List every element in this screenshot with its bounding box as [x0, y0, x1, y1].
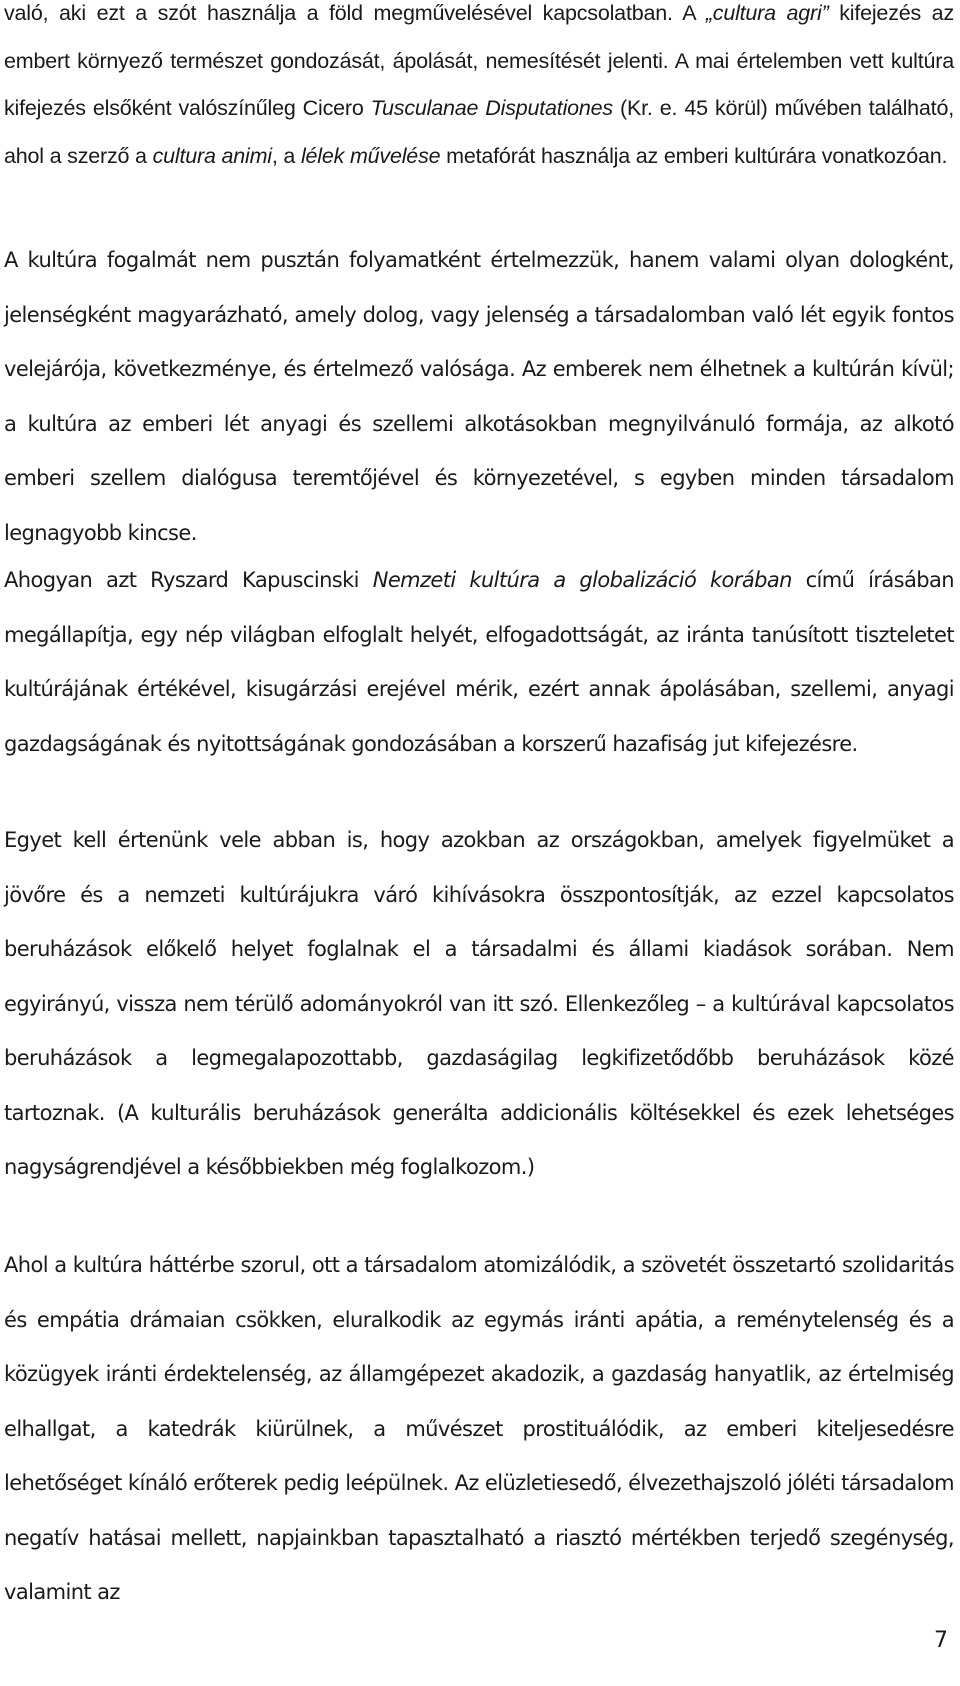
text-run: című írásában megállapítja, egy nép világban elfoglalt helyét, elfogadottságát, az iránta tanúsított tiszteletet kultúrájának értékével, kisugárzási erejével mérik, ezért annak ápolásában, szellemi, anyagi gazdagságának és nyitottságának gondozásában a korszerű hazafiság jut kifejezésre.	[4, 568, 954, 756]
paragraph-tarsadalom-atomizalodik: Ahol a kultúra háttérbe szorul, ott a társadalom atomizálódik, a szövetét összetartó szolidaritás és empátia drámaian csökken, eluralkodik az egymás iránti apátia, a reménytelenség és a közügyek iránti érdektelenség, az államgépezet akadozik, a gazdaság hanyatlik, az értelmiség elhallgat, a katedrák kiürülnek, a művészet prostituálódik, az emberi kiteljesedésre lehetőséget kínáló erőterek pedig leépülnek. Az elüzletiesedő, élvezethajszoló jóléti társadalom negatív hatásai mellett, napjainkban tapasztalható a riasztó mértékben terjedő szegénység, valamint az	[4, 1253, 954, 1604]
page-number: 7	[934, 1628, 948, 1653]
text-run: (Kr. e. 45 körül) művében található, ahol a szerző a	[4, 96, 954, 168]
italic-title-nemzeti-kultura: Nemzeti kultúra a globalizáció korában	[372, 568, 792, 592]
paragraph-cultura-agri	[4, 0, 954, 180]
italic-term-lelek-muvelese: lélek művelése	[300, 143, 441, 168]
text-run: , a	[271, 143, 301, 168]
text-run: kifejezés az embert környező természet gondozását, ápolását, nemesítését jelenti. A mai értelemben vett kultúra kifejezés elsőként valószínűleg Cicero	[4, 1, 954, 120]
italic-title-tusculanae: Tusculanae Disputationes	[370, 96, 613, 120]
text-run: való, aki ezt a szót használja a föld megművelésével kapcsolatban. A	[4, 1, 706, 25]
paragraph-beruhazasok: Egyet kell értenünk vele abban is, hogy azokban az országokban, amelyek figyelmüket a jövőre és a nemzeti kultúrájukra váró kihívásokra összpontosítják, az ezzel kapcsolatos beruházások előkelő helyet foglalnak el a társadalmi és állami kiadások sorában. Nem egyirányú, vissza nem térülő adományokról van itt szó. Ellenkezőleg – a kultúrával kapcsolatos beruházások a legmegalapozottabb, gazdaságilag legkifizetődőbb beruházások közé tartoznak. (A kulturális beruházások generálta addicionális költésekkel és ezek lehetséges nagyságrendjével a későbbiekben még foglalkozom.)	[4, 828, 954, 1179]
italic-term-cultura-agri: „cultura agri”	[705, 1, 829, 25]
paragraph-kultura-fogalma: A kultúra fogalmát nem pusztán folyamatként értelmezzük, hanem valami olyan dologként, jelenségként magyarázható, amely dolog, vagy jelenség a társadalomban való lét egyik fontos velejárója, következménye, és értelmező valósága. Az emberek nem élhetnek a kultúrán kívül; a kultúra az emberi lét anyagi és szellemi alkotásokban megnyilvánuló formája, az alkotó emberi szellem dialógusa teremtőjével és környezetével, s egyben minden társadalom legnagyobb kincse.	[4, 248, 954, 545]
italic-term-cultura-animi: cultura animi	[152, 143, 272, 168]
text-run: metafórát használja az emberi kultúrára vonatkozóan.	[440, 143, 948, 168]
text-run: Ahogyan azt Ryszard Kapuscinski	[4, 568, 373, 592]
paragraph-kapuscinski	[4, 553, 954, 771]
